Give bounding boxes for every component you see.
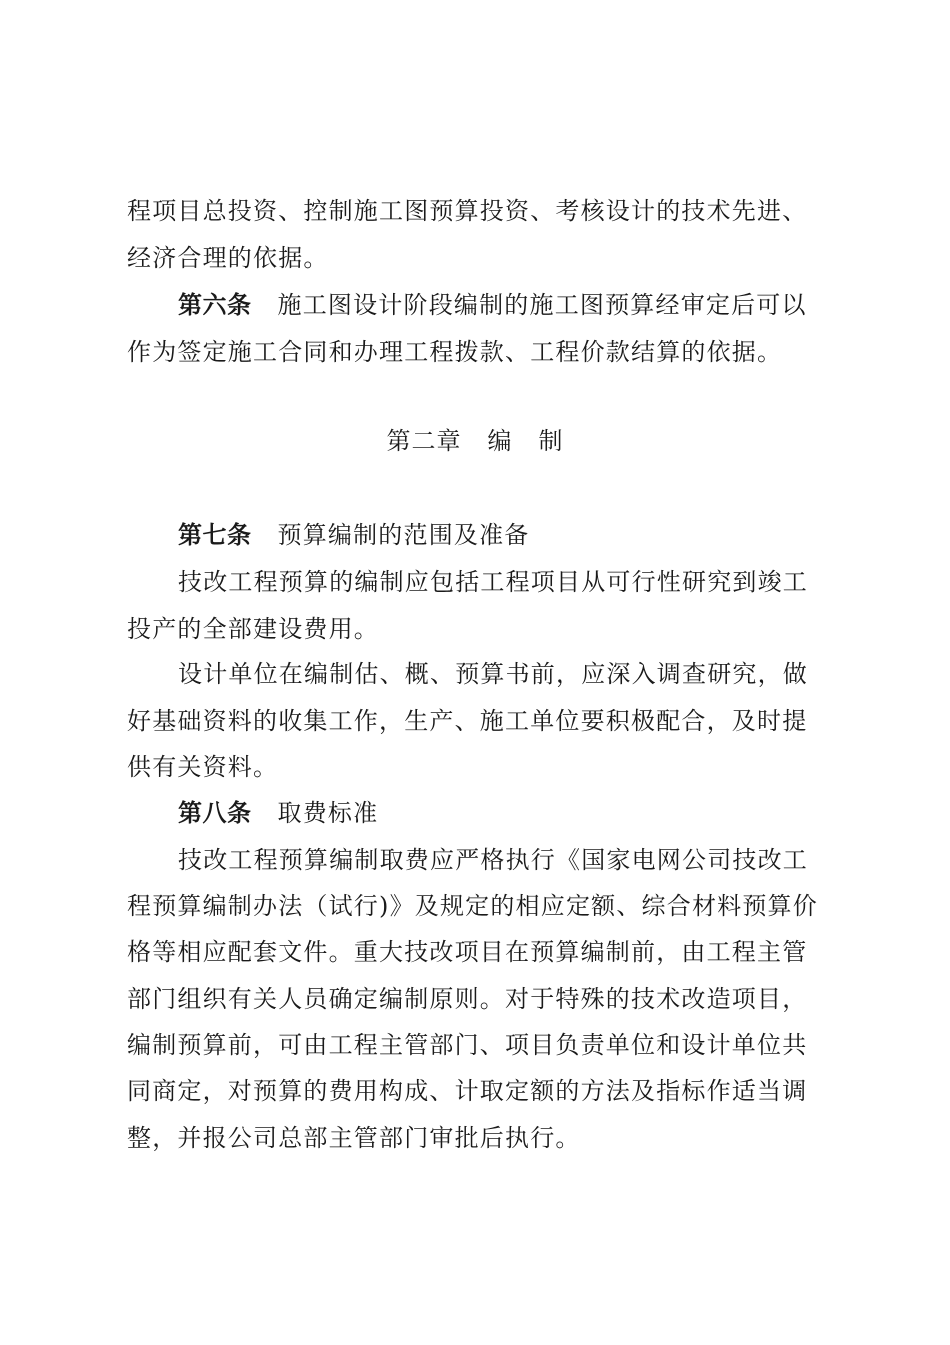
article-7-label: 第七条 — [178, 521, 252, 549]
body-text-line: 编制预算前，可由工程主管部门、项目负责单位和设计单位共 — [127, 1031, 808, 1059]
body-text-line: 技改工程预算的编制应包括工程项目从可行性研究到竣工 — [178, 568, 808, 596]
article-6-first-line — [178, 290, 878, 320]
article-6-label: 第六条 — [178, 291, 252, 319]
article-6-text: 施工图设计阶段编制的施工图预算经审定后可以 — [277, 291, 807, 319]
article-7-title: 预算编制的范围及准备 — [277, 521, 530, 549]
body-text-line: 好基础资料的收集工作，生产、施工单位要积极配合，及时提 — [127, 707, 808, 735]
chapter-title-part1: 编 — [487, 427, 513, 455]
article-7-heading — [178, 520, 878, 550]
body-text-line: 供有关资料。 — [127, 753, 279, 781]
chapter-title-part2: 制 — [538, 427, 564, 455]
body-text-line: 程项目总投资、控制施工图预算投资、考核设计的技术先进、 — [127, 197, 808, 225]
body-text-line: 格等相应配套文件。重大技改项目在预算编制前，由工程主管 — [127, 938, 808, 966]
chapter-heading — [0, 426, 950, 456]
article-8-label: 第八条 — [178, 799, 252, 827]
article-8-heading — [178, 798, 878, 828]
body-text-line: 部门组织有关人员确定编制原则。对于特殊的技术改造项目， — [127, 985, 808, 1013]
body-text-line: 作为签定施工合同和办理工程拨款、工程价款结算的依据。 — [127, 338, 783, 366]
body-text-line: 同商定，对预算的费用构成、计取定额的方法及指标作适当调 — [127, 1077, 808, 1105]
body-text-line: 整，并报公司总部主管部门审批后执行。 — [127, 1124, 581, 1152]
body-text-line: 设计单位在编制估、概、预算书前，应深入调查研究，做 — [178, 660, 808, 688]
body-text-line: 技改工程预算编制取费应严格执行《国家电网公司技改工 — [178, 846, 808, 874]
body-text-line: 程预算编制办法（试行)》及规定的相应定额、综合材料预算价 — [127, 892, 818, 920]
body-text-line: 经济合理的依据。 — [127, 244, 329, 272]
article-8-title: 取费标准 — [277, 799, 379, 827]
body-text-line: 投产的全部建设费用。 — [127, 615, 379, 643]
chapter-number: 第二章 — [386, 427, 462, 455]
